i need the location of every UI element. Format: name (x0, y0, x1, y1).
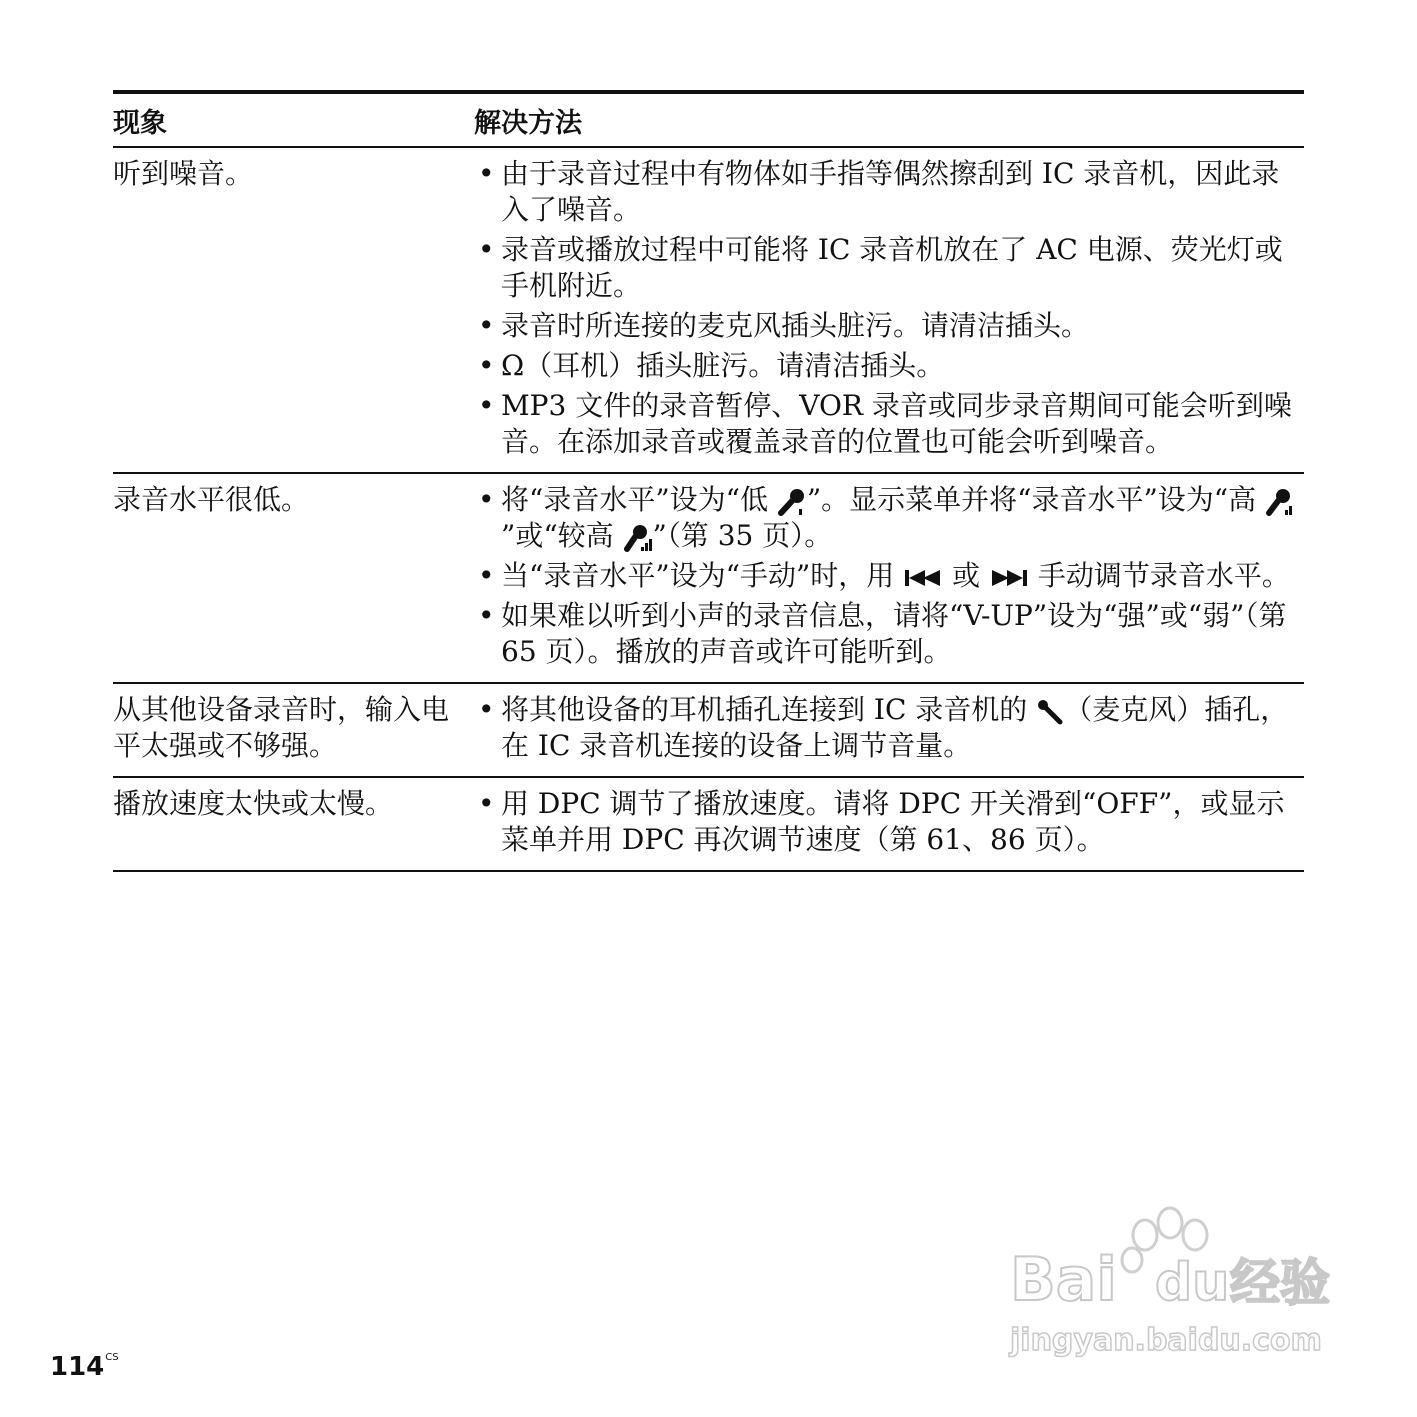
symptom-cell: 从其他设备录音时，输入电平太强或不够强。 (113, 693, 450, 762)
baidu-watermark-logo (1005, 1205, 1335, 1365)
symptom-cell: 听到噪音。 (113, 157, 254, 190)
list-item (474, 692, 1304, 764)
page-number-value: 114 (50, 1352, 105, 1382)
solution-cell (474, 784, 1304, 862)
mic-higher-icon (623, 523, 653, 553)
text-span: 手动调节录音水平。 (1028, 559, 1290, 592)
list-item (474, 482, 1304, 554)
solution-cell (474, 480, 1304, 674)
page-suffix: CS (105, 1352, 119, 1363)
table-row (113, 148, 1304, 474)
page-number (50, 1352, 119, 1382)
next-track-icon (989, 567, 1029, 589)
mic-high-icon (1265, 487, 1295, 517)
list-item: • 如果难以听到小声的录音信息，请将“V-UP”设为“强”或“弱”（第 65 页）。播放的声音或许可能听到。 (474, 598, 1304, 670)
list-item: • 由于录音过程中有物体如手指等偶然擦刮到 IC 录音机，因此录入了噪音。 (474, 156, 1304, 228)
table-row (113, 474, 1304, 684)
text-span: 或 (943, 559, 989, 592)
text-span: （麦克风）插孔，在 IC 录音机连接的设备上调节音量。 (501, 693, 1289, 762)
table-header (113, 94, 1304, 148)
text-span: ”（第 35 页）。 (652, 519, 833, 552)
list-item: • Ω（耳机）插头脏污。请清洁插头。 (474, 348, 1304, 384)
svg-text:Bai: Bai (1010, 1245, 1117, 1315)
svg-text:jingyan.baidu.com: jingyan.baidu.com (1010, 1323, 1322, 1358)
text-span: 将“录音水平”设为“低 (501, 483, 777, 516)
table-row (113, 684, 1304, 778)
text-span: 当“录音水平”设为“手动”时，用 (501, 559, 904, 592)
troubleshooting-table (113, 90, 1304, 872)
header-symptom: 现象 (113, 107, 167, 139)
list-item (474, 558, 1304, 594)
solution-cell (474, 690, 1304, 768)
list-item: • 录音时所连接的麦克风插头脏污。请清洁插头。 (474, 308, 1304, 344)
list-item: • MP3 文件的录音暂停、VOR 录音或同步录音期间可能会听到噪音。在添加录音或覆盖录音的位置也可能会听到噪音。 (474, 388, 1304, 460)
prev-track-icon (903, 567, 943, 589)
text-span: 将其他设备的耳机插孔连接到 IC 录音机的 (501, 693, 1037, 726)
symptom-cell: 播放速度太快或太慢。 (113, 787, 394, 820)
solution-cell (474, 154, 1304, 464)
list-item: • 录音或播放过程中可能将 IC 录音机放在了 AC 电源、荧光灯或手机附近。 (474, 232, 1304, 304)
table-row (113, 778, 1304, 872)
mic-low-icon (777, 487, 807, 517)
list-item: • 用 DPC 调节了播放速度。请将 DPC 开关滑到“OFF”，或显示菜单并用 DPC 再次调节速度（第 61、86 页）。 (474, 786, 1304, 858)
mic-icon (1036, 698, 1064, 726)
header-solution: 解决方法 (474, 107, 582, 139)
svg-text:经验: 经验 (1230, 1254, 1330, 1312)
symptom-cell: 录音水平很低。 (113, 483, 310, 516)
text-span: ”或“较高 (501, 519, 623, 552)
svg-text:du: du (1155, 1253, 1230, 1313)
text-span: ”。显示菜单并将“录音水平”设为“高 (806, 483, 1266, 516)
